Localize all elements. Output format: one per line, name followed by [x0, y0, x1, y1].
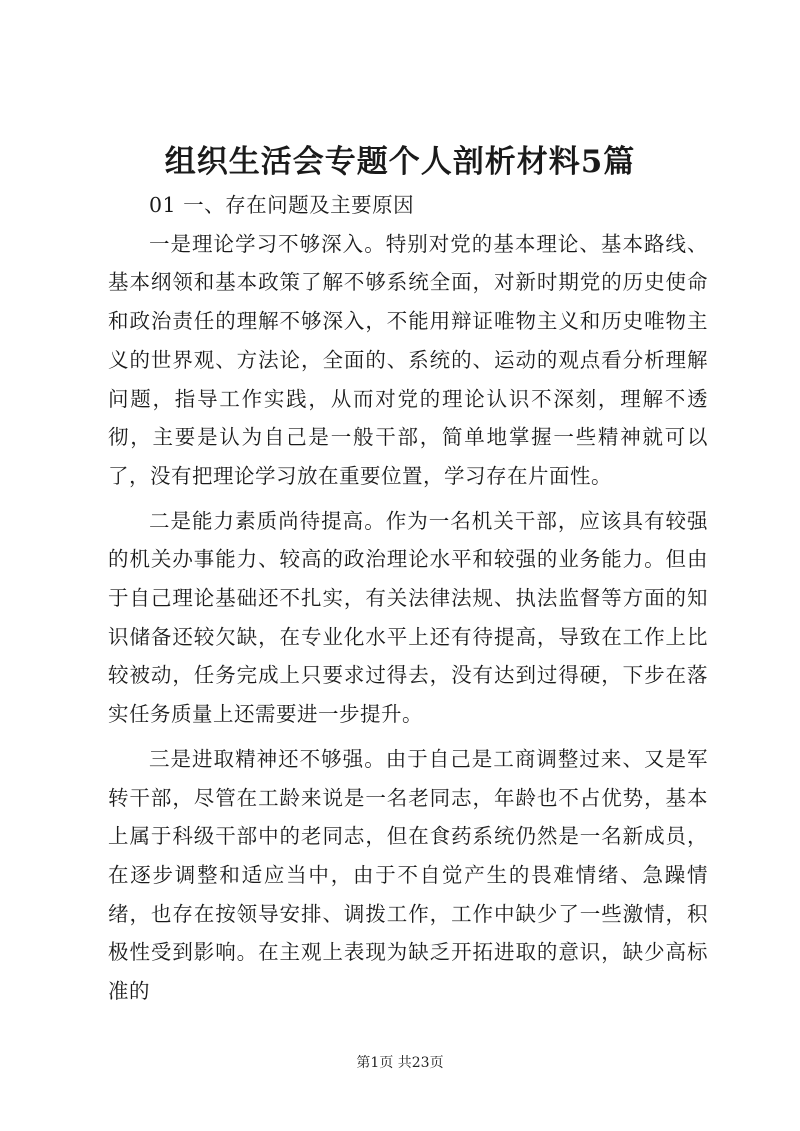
document-body [108, 186, 708, 1011]
page-footer: 第1页 共23页 [356, 1055, 444, 1071]
paragraph-1: 一是理论学习不够深入。特别对党的基本理论、基本路线、基本纲领和基本政策了解不够系统全面，对新时期党的历史使命和政治责任的理解不够深入，不能用辩证唯物主义和历史唯物主义的世界观、方法论，全面的、系统的、运动的观点看分析理解问题，指导工作实践，从而对党的理论认识不深刻，理解不透彻，主要是认为自己是一般干部，简单地掌握一些精神就可以了，没有把理论学习放在重要位置，学习存在片面性。 [108, 231, 708, 488]
paragraph-2: 二是能力素质尚待提高。作为一名机关干部，应该具有较强的机关办事能力、较高的政治理论水平和较强的业务能力。但由于自己理论基础还不扎实，有关法律法规、执法监督等方面的知识储备还较欠缺，在专业化水平上还有待提高，导致在工作上比较被动，任务完成上只要求过得去，没有达到过得硬，下步在落实任务质量上还需要进一步提升。 [108, 508, 708, 727]
document-title: 组织生活会专题个人剖析材料5篇 [164, 144, 636, 180]
paragraph-3: 三是进取精神还不够强。由于自己是工商调整过来、又是军转干部，尽管在工龄来说是一名老同志，年龄也不占优势，基本上属于科级干部中的老同志，但在食药系统仍然是一名新成员，在逐步调整和适应当中，由于不自觉产生的畏难情绪、急躁情绪，也存在按领导安排、调拨工作，工作中缺少了一些激情，积极性受到影响。在主观上表现为缺乏开拓进取的意识，缺少高标准的 [108, 746, 708, 1004]
section-heading: 01 一、存在问题及主要原因 [149, 193, 415, 217]
